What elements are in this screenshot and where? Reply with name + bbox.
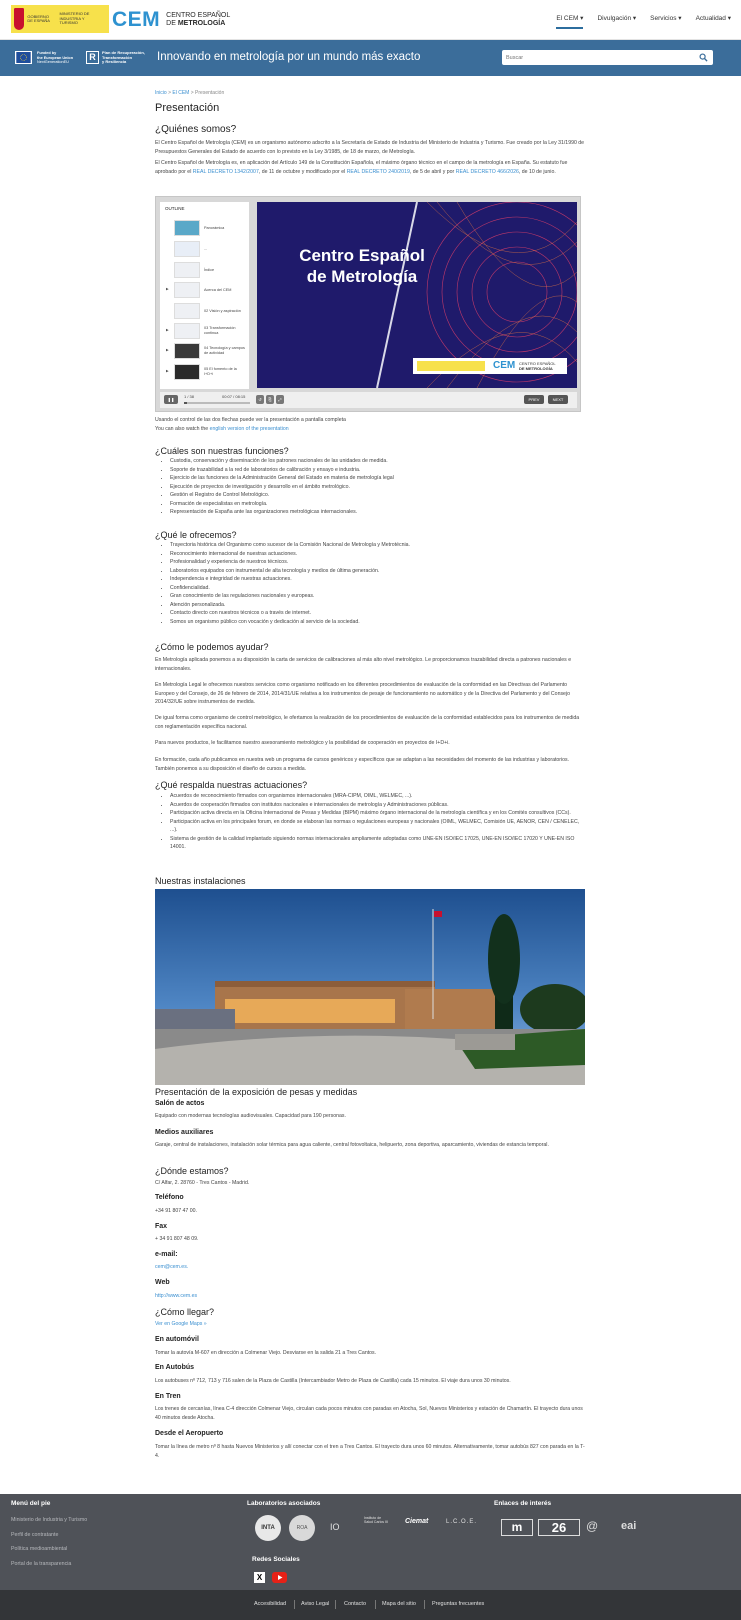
list-item: • Laboratorios equipados con instrumental de alta tecnología y medios de última generación.: [170, 567, 580, 576]
link-logo-eai[interactable]: eai: [621, 1520, 637, 1532]
web-text: [155, 1292, 197, 1301]
quienes-p2-b: , de 11 de octubre y modificado por el: [258, 168, 347, 175]
youtube-icon[interactable]: [272, 1572, 287, 1583]
lab-roa-logo[interactable]: ROA: [289, 1515, 315, 1541]
llegar-heading: ¿Cómo llegar?: [155, 1307, 215, 1317]
list-item: • Atención personalizada.: [170, 601, 580, 610]
thumb-6[interactable]: [174, 323, 200, 339]
gov-logo-text: GOBIERNO DE ESPAÑA: [27, 13, 50, 23]
nav-divulgacion[interactable]: Divulgación ▾: [597, 15, 637, 22]
time-display: 00:07 / 08:15: [222, 394, 246, 399]
ayudar-p1: En Metrología aplicada ponemos a su disposición la carta de servicios de calibraciones al más alto nivel metrológico. Le proporcionamos trazabilidad directa a patrones nacionales e internacionales.: [155, 657, 572, 672]
page-title: Presentación: [155, 102, 220, 114]
next-button[interactable]: NEXT: [548, 395, 568, 404]
ministry-text: MINISTERIO DE INDUSTRIA Y TURISMO: [59, 11, 90, 26]
top-header: [0, 0, 741, 40]
quienes-p2-a: El Centro Español de Metrología es, en aplicación del Artículo 149 de la Constitución Española, el máximo órgano técnico en el campo de la metrología en España. Su estatuto fue aprobado por el: [155, 160, 568, 175]
government-logo[interactable]: [11, 5, 109, 33]
slide-gov-logo: [417, 361, 485, 371]
list-item: • Gran conocimiento de las regulaciones nacionales y europeas.: [170, 592, 580, 601]
bottom-divider: [424, 1600, 425, 1609]
list-item: • Somos un organismo público con vocación y dedicación al servicio de la sociedad.: [170, 618, 580, 627]
footer-link-medioambiental[interactable]: Política medioambiental: [11, 1546, 68, 1552]
lab-ciemat-logo[interactable]: Ciemat: [405, 1518, 429, 1525]
outline-item-7[interactable]: 04 Tecnología y campos de actividad: [204, 346, 245, 355]
plan-recuperacion-text: [102, 51, 145, 65]
pres-note2: [155, 425, 289, 434]
automovil-heading: En automóvil: [155, 1336, 199, 1343]
replay-icon[interactable]: ↺: [256, 395, 264, 404]
outline-item-2[interactable]: ...: [204, 247, 208, 251]
footer-menu-heading: Menú del pie: [11, 1500, 51, 1507]
bottom-link-contacto[interactable]: Contacto: [344, 1601, 367, 1607]
list-item: • Participación activa directa en la Oficina Internacional de Pesas y Medidas (BIPM) máximo órgano internacional de la metrología científica y en los Comités consultivos (CCs).: [170, 809, 585, 818]
progress-track[interactable]: [184, 402, 250, 404]
coat-of-arms-icon: [14, 8, 24, 30]
list-item: • Contacto directo con nuestros técnicos o a través de internet.: [170, 609, 580, 618]
web-link[interactable]: http://www.cem.es: [155, 1293, 198, 1299]
footer-link-ministerio[interactable]: Ministerio de Industria y Turismo: [11, 1517, 88, 1523]
presentation-controls: [160, 392, 577, 408]
outline-item-4[interactable]: Acerca del CEM: [204, 288, 232, 292]
bottom-divider: [375, 1600, 376, 1609]
list-item: • Ejercicio de las funciones de la Administración General del Estado en materia de metrología legal: [170, 474, 580, 483]
lab-isciii-logo[interactable]: Instituto de Salud Carlos III: [364, 1516, 388, 1524]
cem-line2-bold: METROLOGÍA: [177, 20, 226, 27]
tren-text: Los trenes de cercanías, línea C-4 dirección Colmenar Viejo, circulan cada pocos minutos con paradas en Atocha, Sol, Nuevos Ministerios y estación de Chamartín. El trayecto dura unos 40 minutos desde Atocha.: [155, 1406, 583, 1421]
tren-heading: En Tren: [155, 1393, 181, 1400]
footer: [0, 1494, 741, 1590]
nav-servicios[interactable]: Servicios ▾: [650, 15, 682, 22]
bottom-link-mapa[interactable]: Mapa del sitio: [382, 1601, 416, 1607]
list-item: • Profesionalidad y experiencia de nuestros técnicos.: [170, 558, 580, 567]
search-icon[interactable]: [699, 53, 708, 62]
fax-heading: Fax: [155, 1223, 168, 1230]
cem-logo[interactable]: [112, 8, 230, 32]
aeropuerto-heading: Desde el Aeropuerto: [155, 1430, 224, 1437]
links-heading: Enlaces de interés: [494, 1500, 552, 1507]
outline-item-5[interactable]: 02 Visión y aspiración: [204, 309, 241, 313]
eu-funding-text: [37, 51, 73, 65]
email-text: [155, 1263, 188, 1272]
quienes-p2-d: , de 10 de junio.: [518, 168, 556, 175]
pres-note2-a: You can also watch the: [155, 426, 210, 432]
donde-heading: ¿Dónde estamos?: [155, 1166, 229, 1176]
funciones-list: [170, 457, 580, 517]
telefono-heading: Teléfono: [155, 1194, 184, 1201]
slide-title: Centro Español de Metrología: [299, 246, 425, 286]
autobus-text: Los autobuses nº 712, 713 y 716 salen de la Plaza de Castilla (Intercambiador Metro de Plaza de Castilla) cada 15 minutos. El viaje dura unos 30 minutos.: [155, 1378, 511, 1384]
prev-button[interactable]: PREV: [524, 395, 544, 404]
breadcrumb-parent[interactable]: El CEM: [172, 90, 190, 96]
medios-text: Garaje, central de instalaciones, instalación solar térmica para agua caliente, central fotovoltaica, helipuerto, zona deportiva, aparcamiento, viviendas de estancia temporal.: [155, 1142, 549, 1148]
aeropuerto-text: Tomar la línea de metro nº 8 hasta Nuevos Ministerios y allí conectar con el tren a Tres Cantos. El trayecto dura unos 60 minutos. Alternativamente, tomar autobús 827 con parada en la T-4.: [155, 1444, 585, 1459]
list-item: • Custodia, conservación y diseminación de los patrones nacionales de las unidades de medida.: [170, 457, 580, 466]
expand-icon[interactable]: ▶: [166, 369, 169, 373]
thumb-2[interactable]: [174, 241, 200, 257]
ayudar-p5: En formación, cada año publicamos en nuestra web un programa de cursos genéricos y específicos que se adaptan a las necesidades del momento de las industrias y laboratorios. También ponemos a su disposición el diseño de cursos a medida.: [155, 757, 570, 772]
outline-item-1[interactable]: Panorámica: [204, 226, 225, 230]
lab-inta-logo[interactable]: INTA: [255, 1515, 281, 1541]
outline-item-3[interactable]: Índice: [204, 268, 215, 272]
fax-text: + 34 91 807 48 09.: [155, 1236, 199, 1242]
funciones-heading: ¿Cuáles son nuestras funciones?: [155, 446, 289, 456]
telefono-text: +34 91 807 47 00.: [155, 1208, 197, 1214]
slide-cem-abbr: CEM: [493, 360, 516, 371]
search-box: [502, 50, 713, 65]
maps-text: [155, 1320, 207, 1329]
slide-cem-sub1: CENTRO ESPAÑOL: [519, 361, 556, 366]
pause-icon[interactable]: ❚❚: [164, 395, 178, 404]
eu-flag-icon: [15, 51, 32, 64]
slogan: Innovando en metrología por un mundo más exacto: [157, 51, 421, 63]
link-rd-240[interactable]: REAL DECRETO 240/2019: [346, 168, 410, 175]
breadcrumb: [155, 90, 224, 96]
slide-cem-sub: [519, 361, 556, 371]
lab-io-logo[interactable]: IO: [330, 1522, 340, 1532]
english-presentation-link[interactable]: english version of the presentation: [209, 426, 289, 432]
list-item: • Gestión el Registro de Control Metrológico.: [170, 491, 580, 500]
quienes-p2: [155, 159, 585, 176]
quienes-p2-c: , de 5 de abril y por: [409, 168, 456, 175]
outline-item-6[interactable]: 03 Transformación continua: [204, 326, 236, 335]
eu-line1: Funded by: [37, 51, 57, 55]
thumb-1[interactable]: [174, 220, 200, 236]
bottom-divider: [294, 1600, 295, 1609]
page-counter: 1 / 38: [184, 394, 195, 399]
cem-abbr: CEM: [112, 8, 161, 31]
eu-line2: the European Union: [37, 55, 74, 60]
list-item: • Confidencialidad.: [170, 584, 580, 593]
nav-actualidad[interactable]: Actualidad ▾: [695, 15, 731, 22]
link-icon[interactable]: ⎘: [266, 395, 274, 404]
list-item: • Soporte de trazabilidad a la red de laboratorios de calibración y ensayo e industria.: [170, 466, 580, 475]
quienes-heading: ¿Quiénes somos?: [155, 124, 237, 135]
link-logo-26[interactable]: 26: [538, 1519, 580, 1536]
eu-line3: NextGenerationEU: [37, 60, 69, 64]
nav-el-cem[interactable]: El CEM ▾: [556, 15, 584, 22]
list-item: • Formación de especialistas en metrología.: [170, 500, 580, 509]
presentation-slide[interactable]: [257, 202, 577, 388]
autobus-heading: En Autobús: [155, 1364, 195, 1371]
expand-icon[interactable]: ▶: [166, 287, 169, 291]
ayudar-p4: Para nuevos productos, le facilitamos nuestro asesoramiento metrológico y la posibilidad de cooperación en proyectos de I+D+i.: [155, 740, 450, 746]
link-logo-metrologia[interactable]: m: [501, 1519, 533, 1536]
labs-heading: Laboratorios asociados: [247, 1500, 321, 1507]
search-input[interactable]: [506, 52, 686, 63]
list-item: • Acuerdos de reconocimiento firmados con organismos internacionales (MRA-CIPM, OIML, WELMEC, ...).: [170, 792, 585, 801]
exposicion-heading: Presentación de la exposición de pesas y medidas: [155, 1087, 358, 1097]
outline-label: OUTLINE: [165, 206, 185, 211]
bottom-link-faq[interactable]: Preguntas frecuentes: [432, 1601, 485, 1607]
expand-icon[interactable]: ▶: [166, 328, 169, 332]
cem-line1: CENTRO ESPAÑOL: [166, 12, 231, 19]
email-heading: e-mail:: [155, 1251, 178, 1258]
building-photo: [155, 889, 585, 1085]
instalaciones-heading: Nuestras instalaciones: [155, 876, 246, 886]
medios-heading: Medios auxiliares: [155, 1129, 214, 1136]
thumb-4[interactable]: [174, 282, 200, 298]
thumb-3[interactable]: [174, 262, 200, 278]
list-item: • Ejecución de proyectos de investigación y desarrollo en el ámbito metrológico.: [170, 483, 580, 492]
slide-logo-strip: [413, 358, 567, 374]
automovil-text: Tomar la autovía M-607 en dirección a Colmenar Viejo. Desviarse en la salida 21 a Tres Cantos.: [155, 1350, 377, 1356]
list-item: • Acuerdos de cooperación firmados con institutos nacionales e internacionales de metrología y Administraciones públicas.: [170, 801, 585, 810]
plan-line3: y Resiliencia: [102, 59, 127, 64]
plan-line1: Plan de Recuperación,: [102, 50, 145, 55]
ayudar-p2: En Metrología Legal le ofrecemos nuestros servicios como organismo notificado en los diferentes procedimientos de evaluación de la conformidad en las Directivas del Parlamento Europeo y del Consejo, de 26 de febrero de 2014, 2014/31/UE relativa a los instrumentos de pesaje de funcionamiento no automático y de la Directiva del Parlamento y del Consejo 2014/32/UE sobre instrumentos de medida.: [155, 682, 570, 705]
cem-fullname: [166, 12, 230, 28]
salon-text: Equipado con modernas tecnologías audiovisuales. Capacidad para 190 personas.: [155, 1113, 346, 1119]
list-item: • Trayectoria histórica del Organismo como sucesor de la Comisión Nacional de Metrología y Metrotécnia.: [170, 541, 580, 550]
fullscreen-icon[interactable]: ⤢: [276, 395, 284, 404]
footer-link-transparencia[interactable]: Portal de la transparencia: [11, 1561, 72, 1567]
bottom-link-aviso-legal[interactable]: Aviso Legal: [301, 1601, 330, 1607]
ayudar-heading: ¿Cómo le podemos ayudar?: [155, 642, 269, 652]
thumb-7[interactable]: [174, 343, 200, 359]
x-twitter-icon[interactable]: X: [254, 1572, 265, 1583]
bottom-bar: [0, 1590, 741, 1620]
quienes-p1: El Centro Español de Metrología (CEM) es un organismo autónomo adscrito a la Secretaría de Estado de Industria del Ministerio de Industria y Turismo. Fue creado por la Ley 31/1990 de Presupuestos Generales del Estado de acuerdo con lo previsto en la Ley 3/1985, de 18 de marzo, de Metrología.: [155, 140, 585, 155]
main-nav: [556, 14, 731, 22]
bottom-divider: [335, 1600, 336, 1609]
list-item: • Sistema de gestión de la calidad implantado siguiendo normas internacionales ampliamente adoptadas como UNE-EN ISO/IEC 17025, UNE-EN ISO/IEC 17020 Y UNE-EN ISO 14001.: [170, 835, 585, 852]
breadcrumb-home[interactable]: Inicio: [155, 90, 167, 96]
plan-line2: Transformación: [102, 54, 133, 60]
breadcrumb-sep: >: [168, 90, 171, 96]
thumb-5[interactable]: [174, 303, 200, 319]
presentation-viewer[interactable]: [155, 196, 581, 412]
link-logo-at[interactable]: @: [586, 1519, 599, 1533]
bottom-link-accesibilidad[interactable]: Accesibilidad: [254, 1601, 287, 1607]
lab-lcoe-logo[interactable]: L.C.O.E.: [446, 1519, 478, 1525]
respalda-list: [170, 792, 585, 852]
list-item: • Independencia e integridad de nuestras actuaciones.: [170, 575, 580, 584]
expand-icon[interactable]: ▶: [166, 348, 169, 352]
outline-item-8[interactable]: 05 El fomento de la I+D+i: [204, 367, 237, 376]
link-rd-466[interactable]: REAL DECRETO 466/2026: [455, 168, 519, 175]
ofrecemos-list: [170, 541, 580, 626]
plan-recuperacion-icon: R: [86, 51, 99, 64]
presentation-outline: [160, 202, 249, 389]
email-link[interactable]: cem@cem.es.: [155, 1264, 189, 1270]
donde-text: C/ Alfar, 2. 28760 - Tres Cantos - Madrid.: [155, 1180, 250, 1186]
list-item: • Participación activa en los principales forum, en donde se elaboran las normas o regulaciones europeas y nacionales (OIML, WELMEC, Comisión UE, AENOR, CEN / CENELEC, ...).: [170, 818, 585, 835]
ofrecemos-heading: ¿Qué le ofrecemos?: [155, 530, 237, 540]
cem-line2-prefix: DE: [166, 20, 178, 27]
breadcrumb-current: Presentación: [195, 90, 225, 96]
google-maps-link[interactable]: Ver en Google Maps »: [155, 1321, 207, 1327]
list-item: • Reconocimiento internacional de nuestras actuaciones.: [170, 550, 580, 559]
link-rd-1342[interactable]: REAL DECRETO 1342/2007: [192, 168, 259, 175]
web-heading: Web: [155, 1279, 170, 1286]
breadcrumb-sep: >: [190, 90, 194, 96]
slide-cem-sub2: DE METROLOGÍA: [519, 366, 553, 371]
social-heading: Redes Sociales: [252, 1556, 300, 1563]
thumb-8[interactable]: [174, 364, 200, 380]
footer-link-contratante[interactable]: Perfil de contratante: [11, 1532, 59, 1538]
pres-note1: Usando el control de las dos flechas puede ver la presentación a pantalla completa: [155, 417, 346, 423]
salon-heading: Salón de actos: [155, 1100, 205, 1107]
respalda-heading: ¿Qué respalda nuestras actuaciones?: [155, 780, 308, 790]
ayudar-p3: De igual forma como organismo de control metrológico, le ofertamos la realización de los procedimientos de evaluación de la conformidad establecidos para los instrumentos de medida con reglamentación específica nacional.: [155, 715, 580, 730]
progress-fill: [184, 402, 187, 404]
list-item: • Representación de España ante las organizaciones metrológicas internacionales.: [170, 508, 580, 517]
